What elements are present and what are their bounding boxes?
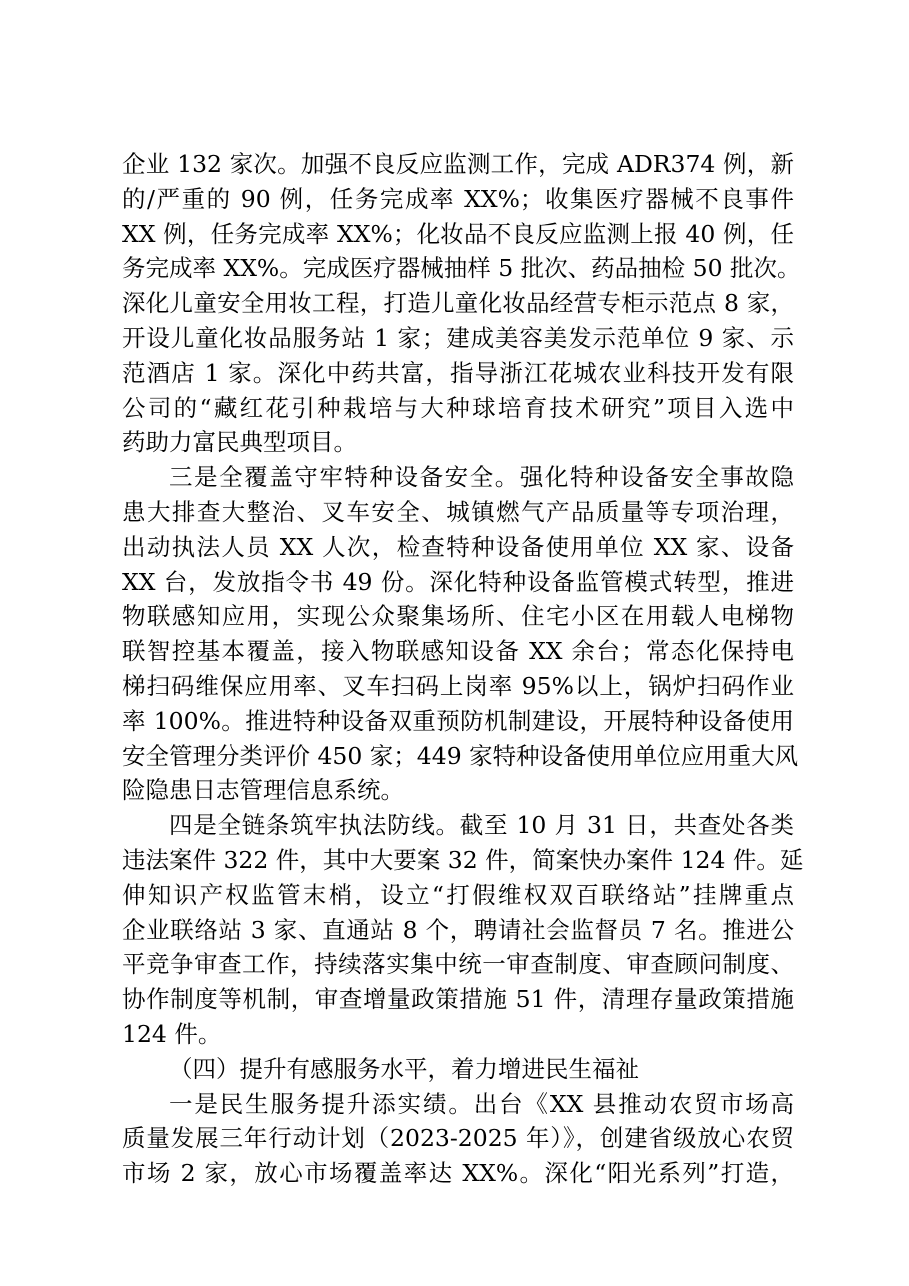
text-line: 梯扫码维保应用率、叉车扫码上岗率 95%以上，锅炉扫码作业	[122, 671, 794, 700]
text-line: 企业 132 家次。加强不良反应监测工作，完成 ADR374 例，新	[122, 150, 794, 178]
text-line: 险隐患日志管理信息系统。	[122, 776, 404, 805]
section-heading: （四）提升有感服务水平，着力增进民生福祉	[169, 1054, 639, 1083]
text-line: 违法案件 322 件，其中大要案 32 件，简案快办案件 124 件。延	[122, 845, 804, 874]
paragraph-first-line: 一是民生服务提升添实绩。出台《XX 县推动农贸市场高	[169, 1089, 794, 1118]
text-line: 范酒店 1 家。深化中药共富，指导浙江花城农业科技开发有限	[122, 358, 794, 387]
text-line: 企业联络站 3 家、直通站 8 个，聘请社会监督员 7 名。推进公	[122, 915, 794, 944]
text-line: 124 件。	[122, 1019, 222, 1048]
text-line: 药助力富民典型项目。	[122, 428, 357, 457]
text-line: 率 100%。推进特种设备双重预防机制建设，开展特种设备使用	[122, 706, 794, 735]
text-line: 物联感知应用，实现公众聚集场所、住宅小区在用载人电梯物	[122, 602, 794, 631]
text-line: 患大排查大整治、叉车安全、城镇燃气产品质量等专项治理，	[122, 497, 794, 526]
text-line: 质量发展三年行动计划（2023-2025 年）》，创建省级放心农贸	[122, 1124, 794, 1153]
paragraph-first-line: 四是全链条筑牢执法防线。截至 10 月 31 日，共查处各类	[169, 811, 794, 840]
text-line: 出动执法人员 XX 人次，检查特种设备使用单位 XX 家、设备	[122, 532, 794, 561]
text-line: 伸知识产权监管末梢，设立“打假维权双百联络站”挂牌重点	[122, 880, 794, 909]
paragraph-first-line: 三是全覆盖守牢特种设备安全。强化特种设备安全事故隐	[169, 463, 794, 492]
text-line: 务完成率 XX%。完成医疗器械抽样 5 批次、药品抽检 50 批次。	[122, 254, 801, 283]
text-line: 平竞争审查工作，持续落实集中统一审查制度、审查顾问制度、	[122, 950, 794, 979]
text-line: 开设儿童化妆品服务站 1 家；建成美容美发示范单位 9 家、示	[122, 323, 794, 352]
text-line: 联智控基本覆盖，接入物联感知设备 XX 余台；常态化保持电	[122, 637, 794, 666]
text-line: 深化儿童安全用妆工程，打造儿童化妆品经营专柜示范点 8 家，	[122, 289, 794, 318]
text-line: 的/严重的 90 例，任务完成率 XX%；收集医疗器械不良事件	[122, 184, 794, 213]
document-body	[122, 147, 804, 1191]
text-line: 市场 2 家，放心市场覆盖率达 XX%。深化“阳光系列”打造，	[122, 1159, 794, 1188]
text-line: 公司的“藏红花引种栽培与大种球培育技术研究”项目入选中	[122, 393, 794, 422]
text-line: XX 例，任务完成率 XX%；化妆品不良反应监测上报 40 例，任	[122, 219, 794, 248]
text-line: 安全管理分类评价 450 家；449 家特种设备使用单位应用重大风	[122, 741, 799, 770]
text-line: 协作制度等机制，审查增量政策措施 51 件，清理存量政策措施	[122, 985, 794, 1014]
text-line: XX 台，发放指令书 49 份。深化特种设备监管模式转型，推进	[122, 567, 794, 596]
